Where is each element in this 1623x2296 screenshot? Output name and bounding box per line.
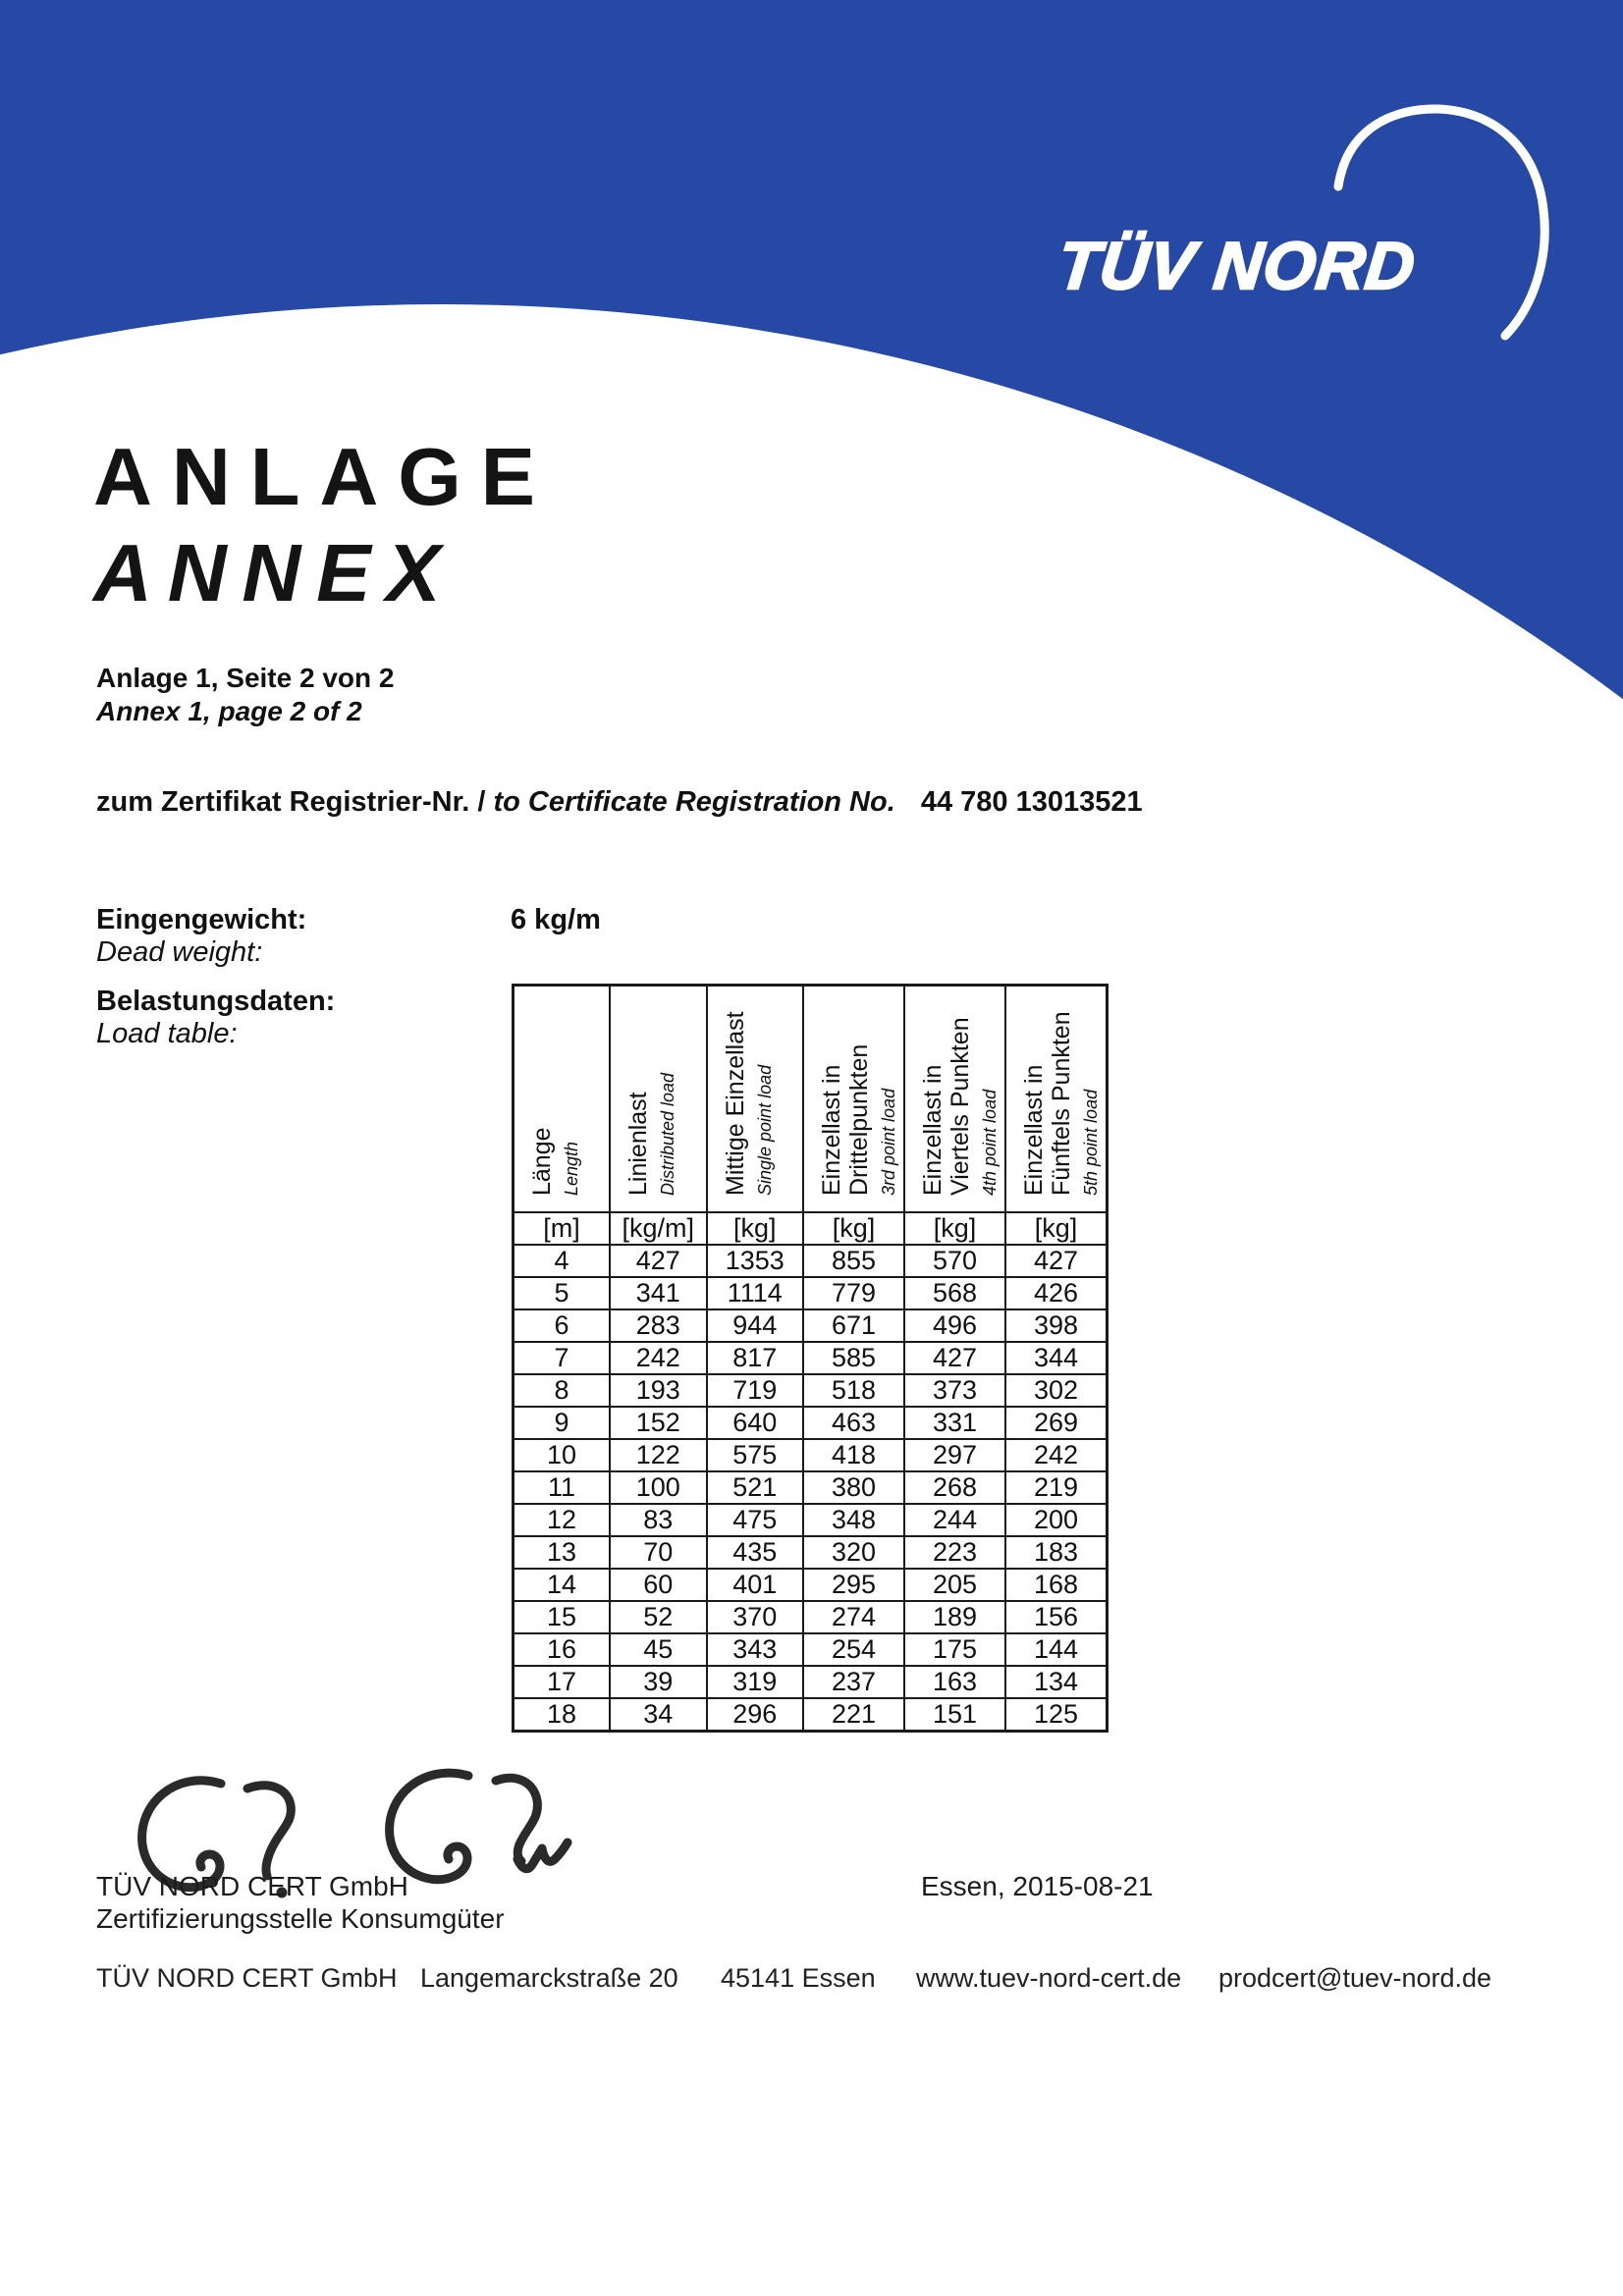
- footer-website: www.tuev-nord-cert.de: [916, 1963, 1182, 1993]
- load-table-column-header: Linienlast Distributed load: [610, 986, 707, 1213]
- annex-page-info: [96, 662, 394, 728]
- load-table-cell: 6: [514, 1309, 611, 1342]
- load-table-cell: 568: [904, 1277, 1005, 1309]
- load-table-cell: 475: [707, 1504, 804, 1536]
- load-table-cell: 585: [803, 1342, 904, 1374]
- load-table-cell: 244: [904, 1504, 1005, 1536]
- load-table-label-en: Load table:: [96, 1018, 238, 1049]
- load-table-cell: 331: [904, 1407, 1005, 1439]
- load-table-cell: 134: [1005, 1666, 1108, 1698]
- load-table-cell: 11: [514, 1471, 611, 1504]
- load-table-row: [514, 1439, 1108, 1471]
- load-table-cell: 193: [610, 1374, 707, 1407]
- load-table-cell: 60: [610, 1569, 707, 1601]
- load-table-cell: 496: [904, 1309, 1005, 1342]
- load-table-cell: 427: [1005, 1245, 1108, 1277]
- load-table-cell: 122: [610, 1439, 707, 1471]
- load-table-cell: 570: [904, 1245, 1005, 1277]
- load-table-cell: 370: [707, 1601, 804, 1633]
- load-table-cell: 401: [707, 1569, 804, 1601]
- load-table-cell: 427: [904, 1342, 1005, 1374]
- footer-company: TÜV NORD CERT GmbH: [96, 1963, 398, 1993]
- load-table-cell: 1353: [707, 1245, 804, 1277]
- load-table-cell: 297: [904, 1439, 1005, 1471]
- load-table-row: [514, 1504, 1108, 1536]
- load-table-cell: 200: [1005, 1504, 1108, 1536]
- load-table-cell: 16: [514, 1633, 611, 1666]
- load-table-cell: 463: [803, 1407, 904, 1439]
- load-table-row: [514, 1536, 1108, 1569]
- load-table-cell: 7: [514, 1342, 611, 1374]
- load-table-unit-cell: [kg]: [904, 1212, 1005, 1245]
- load-table-row: [514, 1633, 1108, 1666]
- load-table-cell: 152: [610, 1407, 707, 1439]
- load-table-cell: 18: [514, 1698, 611, 1732]
- load-table-cell: 418: [803, 1439, 904, 1471]
- load-table-cell: 175: [904, 1633, 1005, 1666]
- load-table-cell: 14: [514, 1569, 611, 1601]
- load-table-row: [514, 1374, 1108, 1407]
- load-table-cell: 348: [803, 1504, 904, 1536]
- certificate-registration-number: 44 780 13013521: [920, 786, 1143, 818]
- load-table-cell: 183: [1005, 1536, 1108, 1569]
- load-table-cell: 242: [610, 1342, 707, 1374]
- load-table: [512, 984, 1109, 1733]
- load-table-cell: 70: [610, 1536, 707, 1569]
- load-table-cell: 268: [904, 1471, 1005, 1504]
- dead-weight-value: 6 kg/m: [511, 904, 601, 935]
- load-table-cell: 205: [904, 1569, 1005, 1601]
- load-table-cell: 302: [1005, 1374, 1108, 1407]
- load-table-unit-cell: [kg]: [1005, 1212, 1108, 1245]
- annex-page-info-en: Annex 1, page 2 of 2: [96, 696, 362, 726]
- load-table-cell: 254: [803, 1633, 904, 1666]
- load-table-cell: 521: [707, 1471, 804, 1504]
- load-table-row: [514, 1342, 1108, 1374]
- load-table-cell: 319: [707, 1666, 804, 1698]
- load-table-cell: 125: [1005, 1698, 1108, 1732]
- load-table-cell: 163: [904, 1666, 1005, 1698]
- load-table-cell: 9: [514, 1407, 611, 1439]
- load-table-row: [514, 1245, 1108, 1277]
- dead-weight-label-en: Dead weight:: [96, 936, 263, 968]
- load-table-cell: 341: [610, 1277, 707, 1309]
- load-table-cell: 944: [707, 1309, 804, 1342]
- dead-weight-label-de: Eingengewicht:: [96, 904, 307, 935]
- load-table-cell: 518: [803, 1374, 904, 1407]
- load-table-column-header: Einzellast in Fünftels Punkten 5th point load: [1005, 986, 1108, 1213]
- load-table-cell: 189: [904, 1601, 1005, 1633]
- load-table-units-row: [514, 1212, 1108, 1245]
- load-table-cell: 295: [803, 1569, 904, 1601]
- load-table-column-header: Einzellast in Viertels Punkten 4th point load: [904, 986, 1005, 1213]
- load-table-cell: 296: [707, 1698, 804, 1732]
- load-table-cell: 343: [707, 1633, 804, 1666]
- load-table-cell: 855: [803, 1245, 904, 1277]
- load-table-cell: 5: [514, 1277, 611, 1309]
- load-table-cell: 17: [514, 1666, 611, 1698]
- load-table-cell: 380: [803, 1471, 904, 1504]
- load-table-cell: 156: [1005, 1601, 1108, 1633]
- certificate-registration-label-en: to Certificate Registration No.: [493, 786, 895, 818]
- place-and-date: Essen, 2015-08-21: [921, 1871, 1154, 1901]
- page-title-de: ANLAGE: [93, 431, 555, 522]
- load-table-cell: 4: [514, 1245, 611, 1277]
- dead-weight-label: [96, 904, 306, 969]
- load-table-column-header: Einzellast in Drittelpunkten 3rd point load: [803, 986, 904, 1213]
- load-table-cell: 426: [1005, 1277, 1108, 1309]
- load-table-cell: 817: [707, 1342, 804, 1374]
- load-table-cell: 242: [1005, 1439, 1108, 1471]
- footer-street: Langemarckstraße 20: [420, 1963, 678, 1993]
- load-table-cell: 269: [1005, 1407, 1108, 1439]
- load-table-unit-cell: [m]: [514, 1212, 611, 1245]
- header-banner: [0, 0, 1623, 748]
- load-table-row: [514, 1569, 1108, 1601]
- load-table-unit-cell: [kg]: [707, 1212, 804, 1245]
- load-table-cell: 575: [707, 1439, 804, 1471]
- load-table-cell: 274: [803, 1601, 904, 1633]
- page-title-en: ANNEX: [93, 527, 457, 618]
- tuev-nord-logo: TÜV NORD: [1055, 229, 1420, 303]
- load-table-cell: 427: [610, 1245, 707, 1277]
- signature-department: Zertifizierungsstelle Konsumgüter: [96, 1903, 505, 1934]
- certificate-registration-line: [96, 786, 1143, 819]
- load-table-header-row: [514, 986, 1108, 1213]
- load-table-cell: 223: [904, 1536, 1005, 1569]
- load-table-cell: 151: [904, 1698, 1005, 1732]
- load-table-cell: 719: [707, 1374, 804, 1407]
- load-table-label: [96, 986, 335, 1050]
- load-table-row: [514, 1309, 1108, 1342]
- load-table-cell: 320: [803, 1536, 904, 1569]
- load-table-cell: 219: [1005, 1471, 1108, 1504]
- load-table-cell: 237: [803, 1666, 904, 1698]
- load-table-cell: 344: [1005, 1342, 1108, 1374]
- load-table-cell: 640: [707, 1407, 804, 1439]
- load-table-row: [514, 1471, 1108, 1504]
- load-table-cell: 779: [803, 1277, 904, 1309]
- load-table-row: [514, 1666, 1108, 1698]
- load-table-row: [514, 1407, 1108, 1439]
- load-table-cell: 8: [514, 1374, 611, 1407]
- load-table-cell: 52: [610, 1601, 707, 1633]
- load-table-cell: 100: [610, 1471, 707, 1504]
- load-table-cell: 398: [1005, 1309, 1108, 1342]
- load-table-cell: 1114: [707, 1277, 804, 1309]
- load-table-row: [514, 1277, 1108, 1309]
- load-table-cell: 15: [514, 1601, 611, 1633]
- load-table-cell: 39: [610, 1666, 707, 1698]
- load-table-row: [514, 1601, 1108, 1633]
- load-table-row: [514, 1698, 1108, 1732]
- annex-page-info-de: Anlage 1, Seite 2 von 2: [96, 663, 395, 693]
- load-table-column-header: Mittige Einzellast Single point load: [707, 986, 804, 1213]
- load-table-cell: 671: [803, 1309, 904, 1342]
- load-table-cell: 168: [1005, 1569, 1108, 1601]
- load-table-unit-cell: [kg/m]: [610, 1212, 707, 1245]
- load-table-cell: 373: [904, 1374, 1005, 1407]
- load-table-cell: 144: [1005, 1633, 1108, 1666]
- logo-swoosh-arc: [0, 0, 1623, 748]
- load-table-cell: 221: [803, 1698, 904, 1732]
- load-table-cell: 435: [707, 1536, 804, 1569]
- load-table-cell: 10: [514, 1439, 611, 1471]
- load-table-cell: 13: [514, 1536, 611, 1569]
- load-table-label-de: Belastungsdaten:: [96, 986, 336, 1017]
- load-table-cell: 34: [610, 1698, 707, 1732]
- load-table-cell: 12: [514, 1504, 611, 1536]
- load-table-cell: 83: [610, 1504, 707, 1536]
- load-table-column-header: Länge Length: [514, 986, 611, 1213]
- certificate-registration-label-de: zum Zertifikat Registrier-Nr. /: [96, 786, 486, 818]
- footer-email: prodcert@tuev-nord.de: [1218, 1963, 1492, 1993]
- footer-city: 45141 Essen: [721, 1963, 876, 1993]
- load-table-cell: 283: [610, 1309, 707, 1342]
- load-table-unit-cell: [kg]: [803, 1212, 904, 1245]
- load-table-cell: 45: [610, 1633, 707, 1666]
- signature-company: TÜV NORD CERT GmbH: [96, 1871, 408, 1901]
